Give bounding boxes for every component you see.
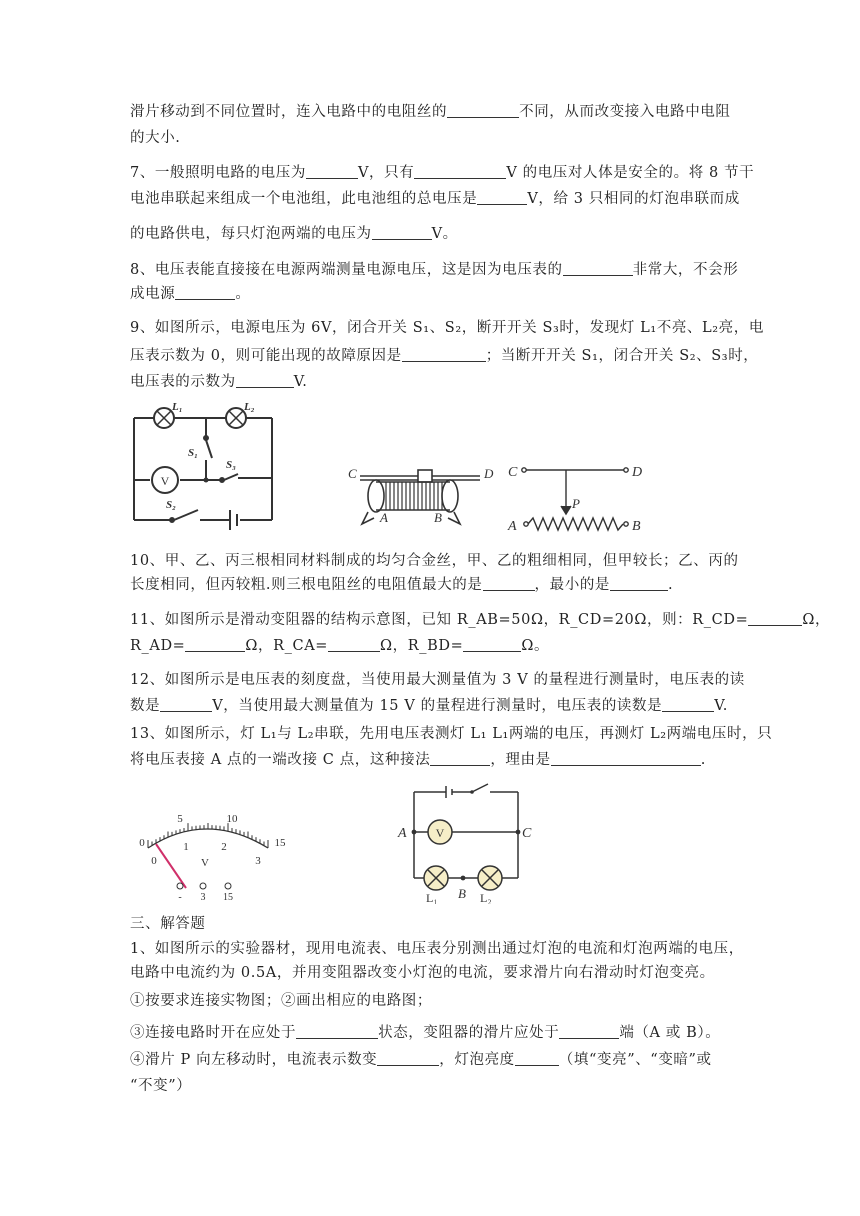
label-b: B (632, 519, 641, 532)
answer-blank (236, 373, 294, 388)
answer-blank (477, 190, 527, 205)
label-s2: S₂ (166, 499, 176, 511)
dial-top-scale-label: 5 (177, 813, 183, 825)
text-line (130, 260, 738, 280)
label-p: P (572, 496, 580, 511)
dial-top-scale-label: 10 (226, 813, 238, 825)
line-text: 成电源 (130, 286, 176, 302)
line-text: 长度相同，但丙较粗.则三根电阻丝的电阻值最大的是 (130, 577, 483, 593)
voltmeter-icon (152, 467, 178, 493)
line-text: 11、如图所示是滑动变阻器的结构示意图，已知 R_AB=50Ω，R_CD=20Ω，则：R_CD= (130, 612, 749, 628)
text-line (130, 551, 739, 571)
text-line (130, 1076, 191, 1096)
text-line (130, 189, 740, 209)
rheostat-schematic-figure (506, 458, 656, 532)
dial-unit-label: V (201, 857, 209, 869)
rheostat-physical-figure (346, 462, 496, 532)
label-a: A (380, 510, 388, 525)
text-line (130, 318, 764, 338)
text-line (130, 696, 728, 716)
line-text: ④滑片 P 向左移动时，电流表示数变 (130, 1052, 378, 1068)
dial-bottom-scale-label: 1 (183, 841, 189, 853)
answer-blank (377, 1051, 439, 1066)
text-line (130, 636, 549, 656)
label-b: B (458, 886, 466, 901)
dial-bottom-scale-label: 3 (255, 855, 261, 867)
line-text: 13、如图所示，灯 L₁与 L₂串联，先用电压表测灯 L₁ L₁两端的电压，再测灯 L₂两端电压时，只 (130, 726, 773, 742)
label-l1: L₁ (426, 891, 438, 904)
line-text: V 的电压对人体是安全的。将 8 节干 (506, 165, 755, 181)
line-text: 数是 (130, 698, 161, 714)
dial-top-scale-label: 0 (139, 837, 145, 849)
circuit-diagram-9 (128, 400, 278, 530)
label-l2: L₂ (244, 401, 255, 413)
label-a: A (508, 519, 517, 532)
answer-blank (551, 751, 701, 766)
answer-blank (414, 164, 506, 179)
switch-s2-icon (170, 510, 198, 522)
label-b: B (434, 510, 442, 525)
terminal-label: 15 (223, 892, 233, 900)
line-text: 电池串联起来组成一个电池组，此电池组的总电压是 (130, 191, 478, 207)
voltmeter-icon (428, 820, 452, 844)
line-text: V，只有 (357, 165, 415, 181)
line-text: ；当断开开关 S₁，闭合开关 S₂、S₃时， (485, 348, 759, 364)
answer-blank (463, 637, 521, 652)
text-line (130, 284, 250, 304)
answer-blank (563, 261, 633, 276)
label-s1: S₁ (188, 447, 198, 459)
dial-bottom-scale-label: 0 (151, 855, 157, 867)
line-text: 非常大，不会形 (632, 262, 739, 278)
line-text: R_AD= (130, 638, 186, 654)
circuit-diagram-13 (396, 780, 546, 904)
line-text: V。 (431, 226, 458, 242)
lamp-l2-icon (478, 866, 502, 890)
answer-blank (160, 697, 212, 712)
voltmeter-dial-figure (128, 800, 298, 900)
answer-blank (748, 611, 802, 626)
line-text: ，灯泡亮度 (439, 1052, 515, 1068)
line-text: . (700, 752, 706, 768)
label-c: C (348, 466, 357, 481)
line-text: V，当使用最大测量值为 15 V 的量程进行测量时，电压表的读数是 (212, 698, 663, 714)
line-text: 7、一般照明电路的电压为 (130, 165, 306, 181)
terminal-label: - (178, 892, 182, 900)
label-c: C (508, 465, 518, 480)
lamp-l1-icon (154, 408, 174, 428)
text-line (130, 991, 432, 1011)
line-text: 三、解答题 (130, 916, 206, 932)
line-text: 。 (235, 286, 251, 302)
label-c: C (522, 826, 532, 841)
line-text: Ω， (802, 612, 831, 628)
line-text: 9、如图所示，电源电压为 6V，闭合开关 S₁、S₂，断开开关 S₃时，发现灯 L₁不亮、L₂亮，电 (130, 320, 764, 336)
line-text: 12、如图所示是电压表的刻度盘，当使用最大测量值为 3 V 的量程进行测量时，电压表的读 (130, 672, 745, 688)
line-text: Ω，R_BD= (380, 638, 464, 654)
line-text: . (668, 577, 674, 593)
line-text: ，最小的是 (534, 577, 611, 593)
terminal-label: 3 (200, 892, 206, 900)
dial-bottom-scale-label: 2 (221, 841, 227, 853)
label-l1: L₁ (172, 401, 183, 413)
line-text: 端（A 或 B）。 (619, 1025, 721, 1041)
dial-top-scale-label: 15 (274, 837, 286, 849)
label-l2: L₂ (480, 891, 492, 904)
line-text: 的电路供电，每只灯泡两端的电压为 (130, 226, 372, 242)
line-text: 滑片移动到不同位置时，连入电路中的电阻丝的 (130, 104, 448, 120)
text-line (130, 102, 731, 122)
line-text: V. (293, 374, 308, 390)
text-line (130, 346, 758, 366)
text-line (130, 163, 754, 183)
answer-blank (296, 1024, 378, 1039)
text-line (130, 224, 458, 244)
answer-blank (430, 751, 490, 766)
answer-blank (402, 347, 486, 362)
lamp-l2-icon (226, 408, 246, 428)
switch-s1-icon (204, 436, 212, 458)
label-s3: S₃ (226, 459, 236, 471)
line-text: Ω，R_CA= (245, 638, 329, 654)
line-text: 电路中电流约为 0.5A，并用变阻器改变小灯泡的电流，要求滑片向右滑动时灯泡变亮。 (130, 965, 715, 981)
line-text: 的大小. (130, 130, 181, 146)
svg-text:V: V (160, 474, 170, 488)
text-line (130, 575, 673, 595)
line-text: 压表示数为 0，则可能出现的故障原因是 (130, 348, 402, 364)
answer-blank (559, 1024, 619, 1039)
answer-blank (328, 637, 380, 652)
line-text: 电压表的示数为 (130, 374, 236, 390)
line-text: 10、甲、乙、丙三根相同材料制成的均匀合金丝，甲、乙的粗细相同，但甲较长；乙、丙的 (130, 553, 739, 569)
text-line (130, 670, 745, 690)
text-line (130, 939, 744, 959)
text-line (130, 1050, 712, 1070)
text-line (130, 963, 715, 983)
line-text: 状态，变阻器的滑片应处于 (378, 1025, 560, 1041)
text-line (130, 610, 830, 630)
line-text: V. (714, 698, 728, 714)
line-text: 1、如图所示的实验器材，现用电流表、电压表分别测出通过灯泡的电流和灯泡两端的电压， (130, 941, 744, 957)
answer-blank (185, 637, 245, 652)
line-text: Ω。 (521, 638, 550, 654)
answer-blank (662, 697, 714, 712)
answer-blank (447, 103, 519, 118)
line-text: 将电压表接 A 点的一端改接 C 点，这种接法 (130, 752, 431, 768)
text-line (130, 372, 307, 392)
switch-s3-icon (220, 474, 238, 482)
text-line (130, 750, 706, 770)
answer-blank (175, 285, 235, 300)
line-text: （填“变亮”、“变暗”或 (558, 1052, 712, 1068)
text-line (130, 914, 206, 934)
lamp-l1-icon (424, 866, 448, 890)
label-a: A (398, 826, 407, 841)
answer-blank (306, 164, 358, 179)
answer-blank (515, 1051, 559, 1066)
answer-blank (610, 576, 668, 591)
answer-blank (372, 225, 432, 240)
line-text: V，给 3 只相同的灯泡串联而成 (527, 191, 740, 207)
label-v: V (435, 826, 445, 840)
line-text: ，理由是 (490, 752, 551, 768)
line-text: “不变”） (130, 1078, 192, 1094)
label-d: D (632, 465, 643, 480)
text-line (130, 1023, 720, 1043)
line-text: ③连接电路时开在应处于 (130, 1025, 297, 1041)
text-line (130, 128, 181, 148)
line-text: 8、电压表能直接接在电源两端测量电源电压，这是因为电压表的 (130, 262, 563, 278)
label-d: D (484, 466, 494, 481)
answer-blank (483, 576, 535, 591)
text-line (130, 724, 772, 744)
line-text: ①按要求连接实物图；②画出相应的电路图； (130, 993, 432, 1009)
line-text: 不同，从而改变接入电路中电阻 (519, 104, 731, 120)
